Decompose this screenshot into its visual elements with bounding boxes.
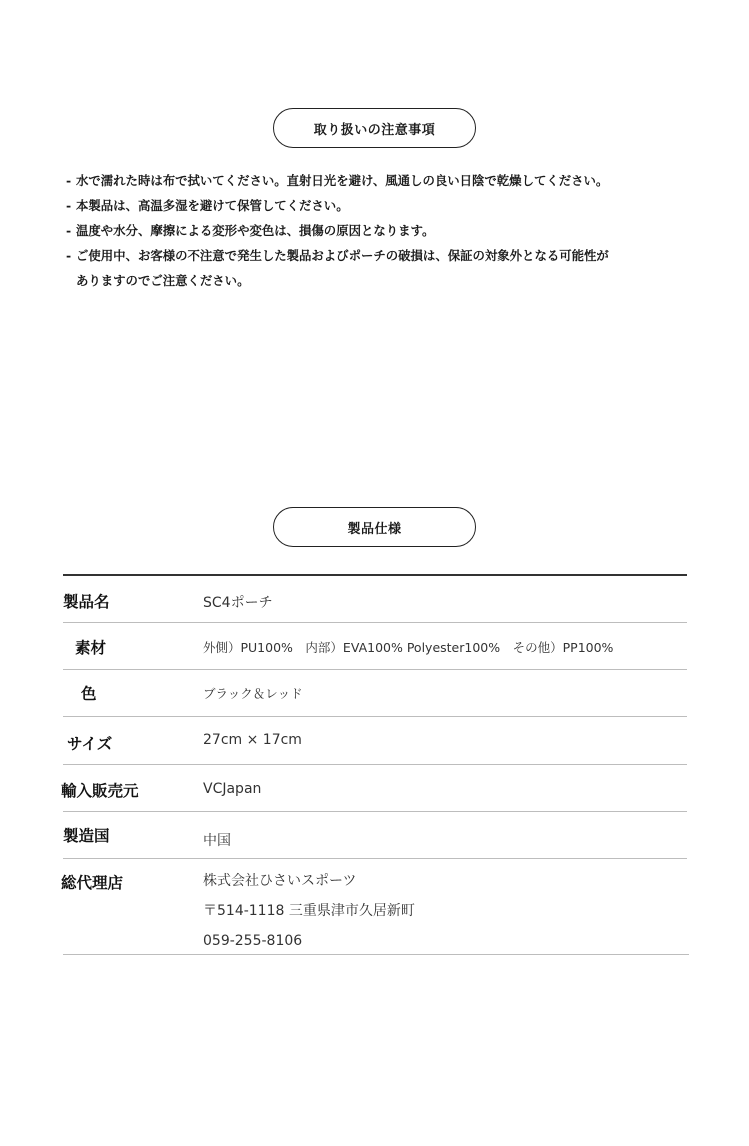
- care-note-text: 本製品は、高温多湿を避けて保管してください。: [76, 198, 349, 213]
- spec-value: 27cm × 17cm: [203, 732, 302, 748]
- care-note-text: ご使用中、お客様の不注意で発生した製品およびポーチの破損は、保証の対象外となる可能性が: [76, 248, 609, 263]
- care-note-text: 水で濡れた時は布で拭いてください。直射日光を避け、風通しの良い日陰で乾燥してください。: [76, 173, 609, 188]
- care-note-continuation: [66, 268, 706, 293]
- care-title-text: 取り扱いの注意事項: [313, 122, 436, 138]
- spec-label: 色: [81, 685, 97, 703]
- spec-label: 製品名: [63, 593, 110, 611]
- spec-row-material: [63, 623, 687, 670]
- spec-row-importer: [63, 765, 687, 812]
- spec-row-product-name: [63, 576, 687, 623]
- care-note: - 水で濡れた時は布で拭いてください。直射日光を避け、風通しの良い日陰で乾燥してください。: [66, 168, 706, 193]
- spec-row-country: [63, 812, 687, 859]
- care-note: - ご使用中、お客様の不注意で発生した製品およびポーチの破損は、保証の対象外となる可能性が: [66, 243, 706, 268]
- spec-title-text: 製品仕様: [347, 521, 402, 537]
- spec-value: 中国: [203, 833, 231, 849]
- spec-value: 外側）PU100% 内部）EVA100% Polyester100% その他）PP100%: [203, 640, 614, 655]
- distributor-name: 株式会社ひさいスポーツ: [203, 873, 357, 889]
- care-note: - 温度や水分、摩擦による変形や変色は、損傷の原因となります。: [66, 218, 706, 243]
- spec-label: 素材: [75, 639, 107, 657]
- distributor-address: 〒514-1118 三重県津市久居新町: [203, 903, 415, 919]
- care-notes-list: [66, 168, 706, 293]
- spec-table: [63, 574, 687, 955]
- spec-value: [203, 866, 415, 956]
- spec-row-color: [63, 670, 687, 717]
- spec-label: サイズ: [67, 735, 113, 753]
- care-note: - 本製品は、高温多湿を避けて保管してください。: [66, 193, 706, 218]
- care-section-title: [273, 108, 476, 148]
- spec-row-distributor: [63, 859, 689, 955]
- care-note-text: ありますのでご注意ください。: [76, 273, 250, 288]
- care-note-text: 温度や水分、摩擦による変形や変色は、損傷の原因となります。: [76, 223, 435, 238]
- spec-value: SC4ポーチ: [203, 595, 273, 611]
- spec-label: 総代理店: [61, 874, 124, 892]
- spec-row-size: [63, 717, 687, 765]
- spec-section-title: [273, 507, 476, 547]
- spec-value: VCJapan: [203, 781, 262, 797]
- distributor-phone: 059-255-8106: [203, 933, 303, 949]
- spec-value: ブラック＆レッド: [203, 686, 303, 701]
- spec-label: 製造国: [63, 827, 110, 845]
- spec-label: 輸入販売元: [61, 782, 139, 800]
